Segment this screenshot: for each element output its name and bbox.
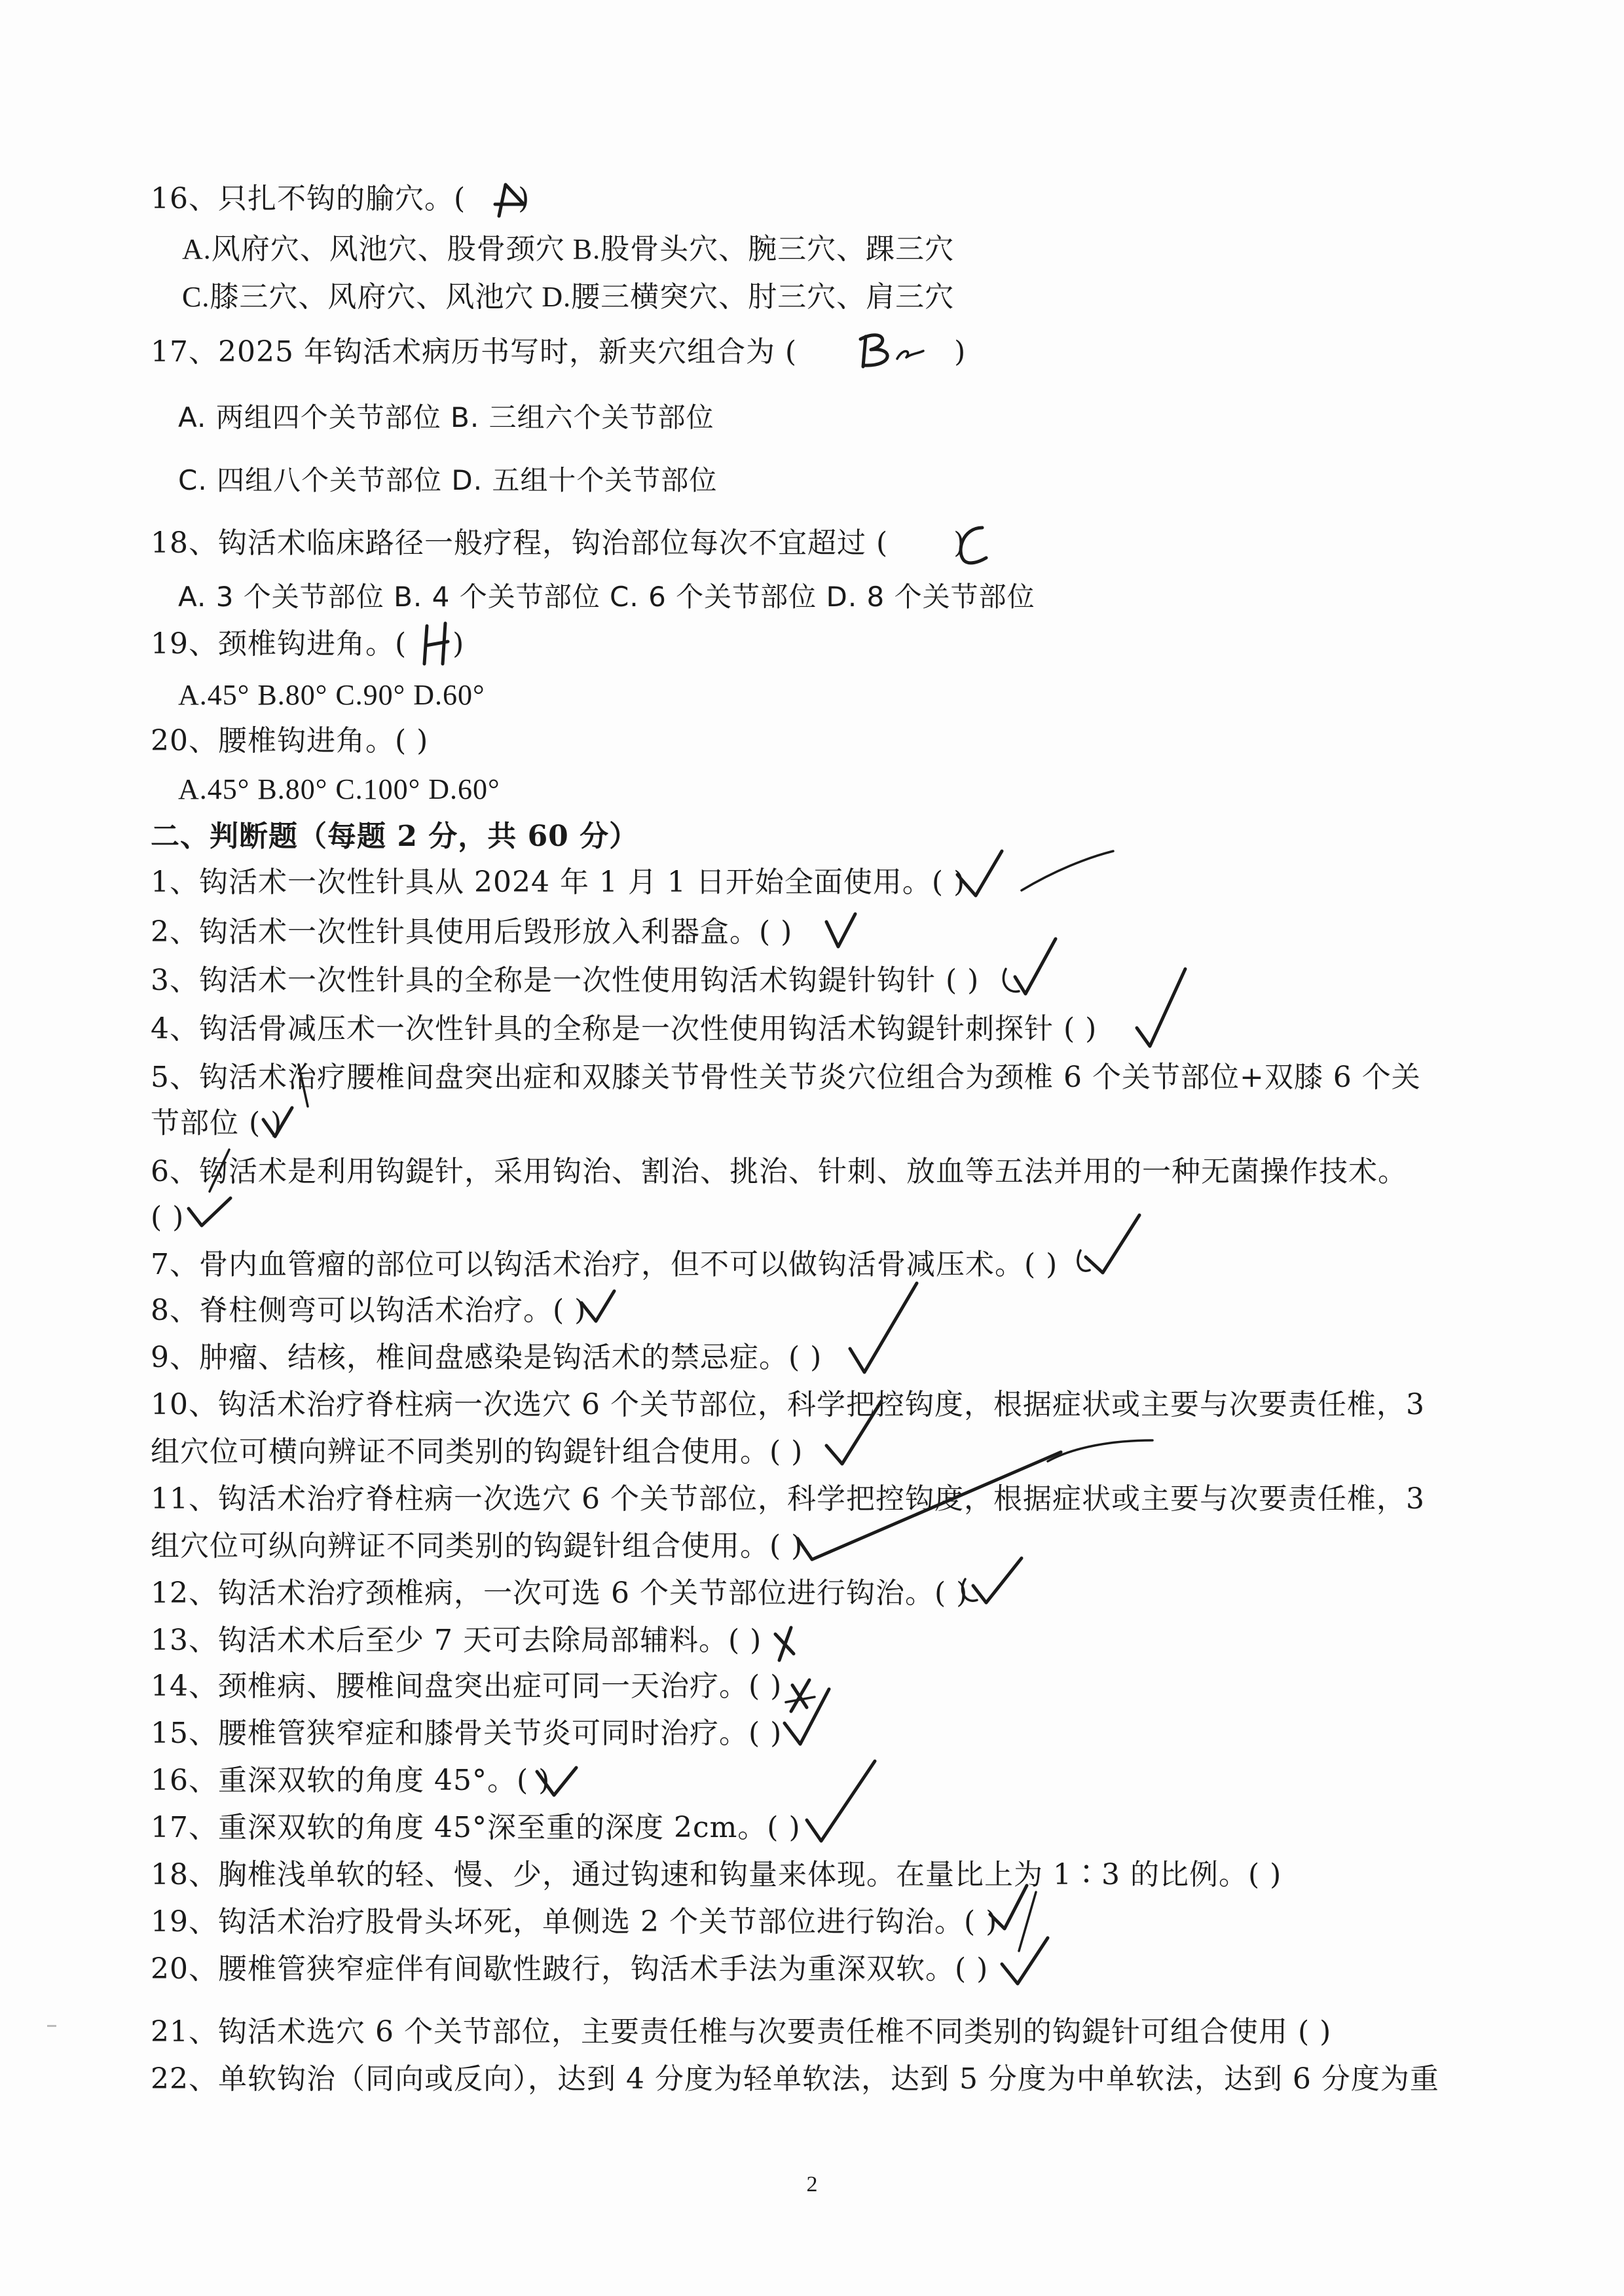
question-17-options-1: A. 两组四个关节部位 B. 三组六个关节部位 xyxy=(178,401,714,433)
tf-question-22: 22、单软钩治（同向或反向），达到 4 分度为轻单软法，达到 5 分度为中单软法，达到 6 分度为重 xyxy=(151,2062,1439,2096)
question-16-close: ) xyxy=(518,182,530,215)
cross-mark-tf-13 xyxy=(775,1628,794,1660)
check-mark-tf-4 xyxy=(1137,969,1185,1046)
tf-question-21: 21、钩活术选穴 6 个关节部位，主要责任椎与次要责任椎不同类别的钩鍉针可组合使用 ( ) xyxy=(151,2015,1332,2049)
tf-question-10-cont: 组穴位可横向辨证不同类别的钩鍉针组合使用。( ) xyxy=(151,1435,803,1468)
question-20-stem: 20、腰椎钩进角。( ) xyxy=(151,724,429,757)
check-mark-tf-9 xyxy=(850,1283,917,1372)
question-19-options: A.45° B.80° C.90° D.60° xyxy=(178,679,485,711)
question-18-text: 18、钩活术临床路径一般疗程，钩治部位每次不宜超过 ( xyxy=(151,526,889,560)
check-mark-tf-20 xyxy=(1002,1938,1048,1984)
question-17-stem xyxy=(151,335,966,369)
check-mark-tf-3 xyxy=(1003,939,1056,994)
page-number: 2 xyxy=(806,2172,818,2196)
tf-question-9: 9、肿瘤、结核，椎间盘感染是钩活术的禁忌症。( ) xyxy=(151,1341,822,1374)
tf-question-11-cont: 组穴位可纵向辨证不同类别的钩鍉针组合使用。( ) xyxy=(151,1529,803,1563)
tf-question-8: 8、脊柱侧弯可以钩活术治疗。( ) xyxy=(151,1294,587,1327)
question-18-options-1: A. 3 个关节部位 B. 4 个关节部位 C. 6 个关节部位 D. 8 个关节部位 xyxy=(178,581,1035,613)
tf-question-13: 13、钩活术术后至少 7 天可去除局部辅料。( ) xyxy=(151,1624,762,1657)
tf-question-15: 15、腰椎管狭窄症和膝骨关节炎可同时治疗。( ) xyxy=(151,1717,783,1750)
tf-question-6: 6、钩活术是利用钩鍉针，采用钩治、割治、挑治、针刺、放血等五法并用的一种无菌操作技术。 xyxy=(151,1155,1407,1188)
tf-question-5-cont: 节部位 ( ) xyxy=(151,1106,283,1140)
question-17-text: 17、2025 年钩活术病历书写时，新夹穴组合为 ( xyxy=(151,335,798,369)
tf-question-7: 7、骨内血管瘤的部位可以钩活术治疗，但不可以做钩活骨减压术。( ) xyxy=(151,1248,1058,1281)
check-mark-tf-12 xyxy=(962,1558,1022,1603)
cross-mark-tf-14 xyxy=(786,1680,815,1711)
question-19-text: 19、颈椎钩进角。( xyxy=(151,627,407,661)
tf-question-17: 17、重深双软的角度 45°深至重的深度 2cm。( ) xyxy=(151,1811,801,1844)
question-16-text: 16、只扎不钩的腧穴。( xyxy=(151,182,466,215)
slash-mark-tf-1-2 xyxy=(1022,851,1113,890)
question-16-options-2: C.膝三穴、风府穴、风池穴 D.腰三横突穴、肘三穴、肩三穴 xyxy=(182,281,955,313)
scan-mark xyxy=(47,2025,56,2027)
tf-question-14: 14、颈椎病、腰椎间盘突出症可同一天治疗。( ) xyxy=(151,1669,783,1703)
tf-question-6-cont: ( ) xyxy=(151,1201,185,1234)
tf-question-19: 19、钩活术治疗股骨头坏死，单侧选 2 个关节部位进行钩治。( ) xyxy=(151,1905,998,1939)
check-mark-tf-8 xyxy=(581,1291,614,1321)
question-18-stem xyxy=(151,526,965,560)
section-title-true-false: 二、判断题（每题 2 分，共 60 分） xyxy=(151,820,639,853)
tf-question-5: 5、钩活术治疗腰椎间盘突出症和双膝关节骨性关节炎穴位组合为颈椎 6 个关节部位+双膝 6 个关 xyxy=(151,1061,1421,1094)
tf-question-16: 16、重深双软的角度 45°。( ) xyxy=(151,1764,551,1797)
question-17-options-2: C. 四组八个关节部位 D. 五组十个关节部位 xyxy=(178,464,718,496)
tf-question-12: 12、钩活术治疗颈椎病，一次可选 6 个关节部位进行钩治。( ) xyxy=(151,1576,969,1610)
check-mark-tf-17 xyxy=(807,1761,875,1841)
question-17-close: ) xyxy=(954,335,967,369)
question-19-close: ) xyxy=(452,627,465,661)
question-16-options-1: A.风府穴、风池穴、股骨颈穴 B.股骨头穴、腕三穴、踝三穴 xyxy=(182,233,955,265)
question-18-close: ) xyxy=(953,526,966,560)
tf-question-10: 10、钩活术治疗脊柱病一次选穴 6 个关节部位，科学把控钩度，根据症状或主要与次要责任椎，3 xyxy=(151,1388,1425,1421)
tf-question-4: 4、钩活骨减压术一次性针具的全称是一次性使用钩活术钩鍉针刺探针 ( ) xyxy=(151,1012,1098,1046)
tf-question-3: 3、钩活术一次性针具的全称是一次性使用钩活术钩鍉针钩针 ( ) xyxy=(151,964,980,997)
tf-question-18: 18、胸椎浅单软的轻、慢、少，通过钩速和钩量来体现。在量比上为 1∶3 的比例。( ) xyxy=(151,1858,1282,1891)
tf-question-1: 1、钩活术一次性针具从 2024 年 1 月 1 日开始全面使用。( ) xyxy=(151,866,966,899)
check-mark-tf-15 xyxy=(784,1689,829,1744)
question-16-stem xyxy=(151,182,530,216)
tf-question-11: 11、钩活术治疗脊柱病一次选穴 6 个关节部位，科学把控钩度，根据症状或主要与次要责任椎，3 xyxy=(151,1482,1425,1516)
tf-question-2: 2、钩活术一次性针具使用后毁形放入利器盒。( ) xyxy=(151,915,793,949)
question-20-options: A.45° B.80° C.100° D.60° xyxy=(178,773,500,805)
check-mark-tf-2 xyxy=(826,914,855,947)
tf-question-20: 20、腰椎管狭窄症伴有间歇性跛行，钩活术手法为重深双软。( ) xyxy=(151,1952,989,1986)
check-mark-tf-7 xyxy=(1078,1215,1139,1273)
question-19-stem xyxy=(151,627,464,661)
